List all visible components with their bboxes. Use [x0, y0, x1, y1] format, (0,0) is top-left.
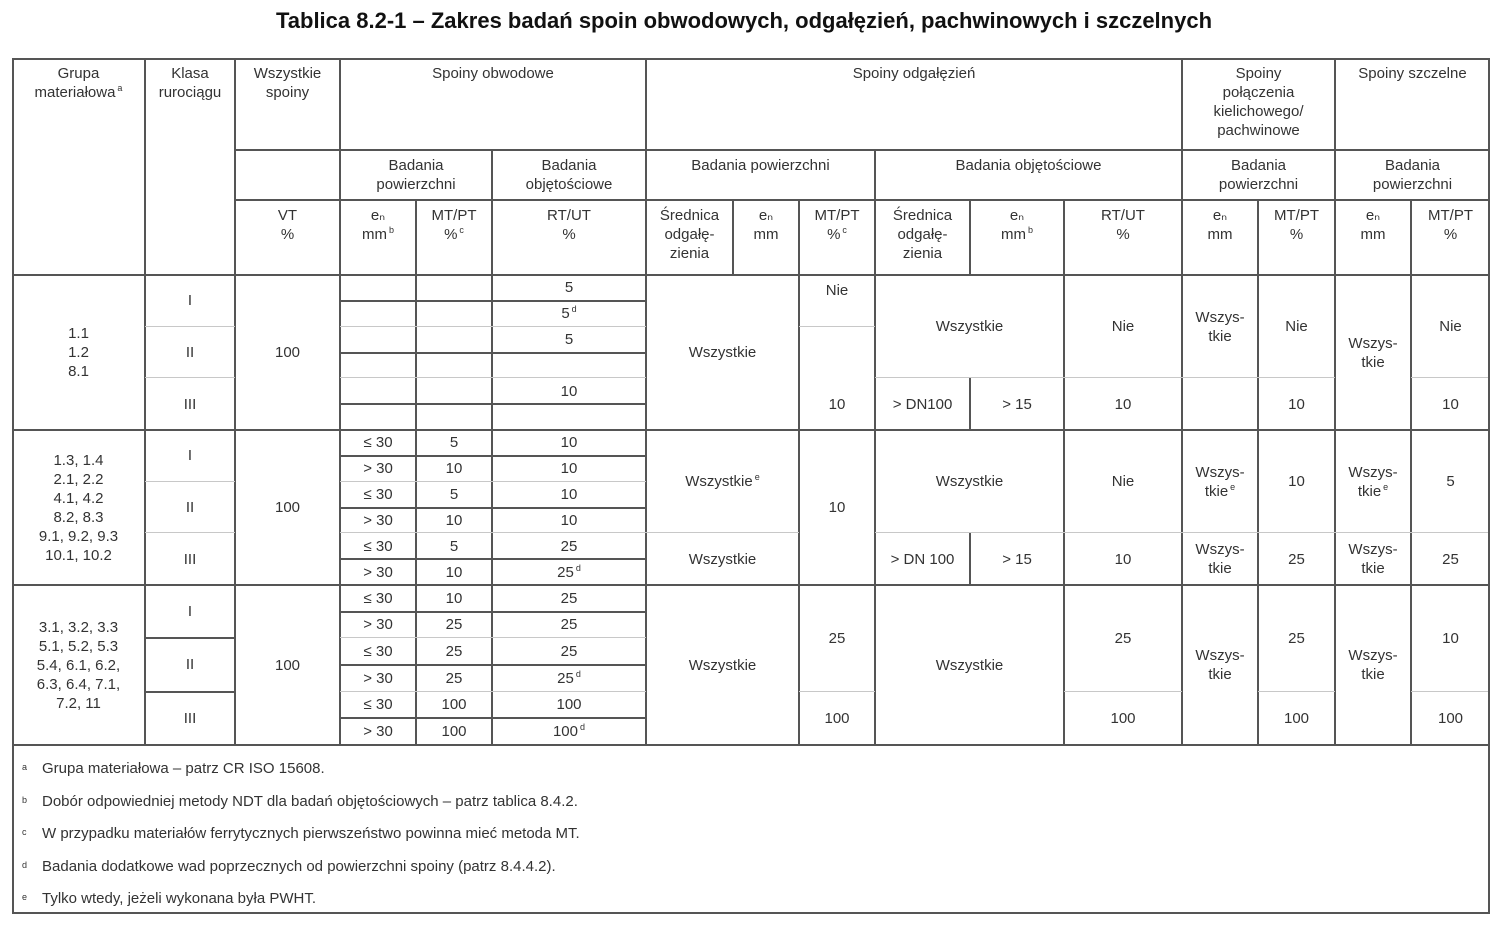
- obw-rtut-cell: 25 $^d$: [557, 562, 581, 581]
- header-wszystkie-spoiny: Wszystkie spoiny: [253, 65, 322, 101]
- pipeline-class-III: III: [183, 550, 197, 568]
- szcz-en: Wszys- tkie: [1348, 647, 1398, 683]
- pipeline-class-II: II: [185, 343, 195, 361]
- kiel-mtpt-top: 10: [1288, 473, 1305, 491]
- header-odg-objetosciowe: Badania objętościowe: [955, 157, 1102, 174]
- odg-pow-srednica: Wszystkie: [688, 656, 757, 674]
- obw-mtpt-cell: 5: [449, 537, 459, 555]
- footnote-d: d Badania dodatkowe wad poprzecznych od powierzchni spoiny (patrz 8.4.4.2).: [22, 857, 556, 875]
- obw-rtut-cell: 25: [560, 537, 578, 555]
- odg-obj-all: Wszystkie: [935, 656, 1004, 674]
- header-grupa: Grupa materiałowa $^a$: [34, 65, 123, 101]
- obw-en-cell: ≤ 30: [363, 434, 393, 452]
- odg-obj-srednica-bottom: > DN 100: [890, 550, 955, 568]
- odg-obj-rtut-top: Nie: [1111, 318, 1135, 336]
- header-spoiny-kielichowe: Spoiny połączenia kielichowego/ pachwinowe: [1213, 65, 1304, 139]
- obw-mtpt-cell: 25: [445, 616, 463, 634]
- kiel-en-bottom: Wszys- tkie: [1195, 541, 1245, 578]
- header-odg-srednica-pow: Średnica odgałę- zienia: [659, 207, 720, 262]
- odg-obj-rtut-bottom: 10: [1114, 550, 1132, 568]
- header-szcz-mtpt: MT/PT %: [1428, 207, 1473, 243]
- obw-rtut-cell: 10: [560, 511, 578, 529]
- odg-obj-rtut-top: Nie: [1111, 473, 1135, 491]
- obw-mtpt-cell: 10: [445, 563, 463, 581]
- header-odg-en-obj: eₙ mm $^b$: [1000, 207, 1033, 243]
- obw-en-cell: > 30: [363, 563, 393, 581]
- szcz-mtpt-bottom: 10: [1442, 395, 1459, 413]
- header-obw-en: eₙ mm $^b$: [361, 207, 394, 243]
- header-kiel-powierzchni: Badania powierzchni: [1218, 157, 1299, 193]
- obw-en-cell: ≤ 30: [363, 589, 393, 607]
- material-group-2: 1.3, 1.4 2.1, 2.2 4.1, 4.2 8.2, 8.3 9.1, 9.2, 9.3 10.1, 10.2: [38, 451, 119, 564]
- obw-mtpt-cell: 10: [445, 589, 463, 607]
- pipeline-class-II: II: [185, 498, 195, 516]
- obw-en-cell: > 30: [363, 669, 393, 687]
- vt-value: 100: [274, 656, 301, 674]
- obw-mtpt-cell: 5: [449, 434, 459, 452]
- header-obw-rtut: RT/UT %: [547, 207, 591, 243]
- header-klasa: Klasa rurociągu: [158, 65, 222, 101]
- header-odg-rtut: RT/UT %: [1101, 207, 1145, 243]
- header-odg-mtpt: MT/PT % $^c$: [814, 207, 860, 243]
- odg-obj-en-bottom: > 15: [1002, 550, 1032, 568]
- obw-en-cell: > 30: [363, 723, 393, 741]
- obw-en-cell: ≤ 30: [363, 537, 393, 555]
- obw-rtut-cell: 10: [560, 486, 578, 504]
- obw-en-cell: ≤ 30: [363, 643, 393, 661]
- kiel-en-top: Wszys- tkie $^e$: [1195, 463, 1245, 500]
- obw-rtut-cell: 10: [560, 382, 578, 400]
- obw-rtut-cell: 25: [560, 589, 578, 607]
- obw-rtut-cell: 10: [560, 434, 578, 452]
- odg-pow-mtpt-top: 25: [828, 629, 846, 647]
- obw-rtut-cell: 25: [560, 616, 578, 634]
- header-obw-objetosciowe: Badania objętościowe: [525, 157, 613, 193]
- footnote-a: a Grupa materiałowa – patrz CR ISO 15608.: [22, 760, 325, 777]
- table-title: Tablica 8.2-1 – Zakres badań spoin obwodowych, odgałęzień, pachwinowych i szczelnych: [275, 8, 1213, 33]
- obw-en-cell: ≤ 30: [363, 486, 393, 504]
- header-spoiny-szczelne: Spoiny szczelne: [1358, 65, 1467, 82]
- obw-rtut-cell: 25 $^d$: [557, 668, 581, 687]
- obw-mtpt-cell: 100: [441, 696, 467, 714]
- obw-rtut-cell: 25: [560, 643, 578, 661]
- pipeline-class-I: I: [187, 447, 193, 465]
- obw-rtut-cell: 100 $^d$: [552, 722, 586, 741]
- header-szcz-en: eₙ mm: [1360, 207, 1386, 243]
- obw-en-cell: > 30: [363, 511, 393, 529]
- szcz-en-bottom: Wszys- tkie: [1348, 541, 1398, 578]
- odg-obj-top: Wszystkie: [935, 318, 1004, 336]
- footnote-e: e Tylko wtedy, jeżeli wykonana była PWHT.: [22, 890, 316, 908]
- header-odg-powierzchni: Badania powierzchni: [691, 157, 830, 174]
- odg-pow-srednica: Wszystkie: [688, 344, 757, 361]
- szcz-mtpt-top: 10: [1442, 629, 1459, 647]
- obw-rtut-cell: 5: [564, 279, 574, 297]
- kiel-mtpt-bottom: 100: [1283, 709, 1310, 727]
- odg-obj-srednica-bottom: > DN100: [892, 395, 953, 413]
- obw-mtpt-cell: 25: [445, 643, 463, 661]
- odg-obj-rtut-top: 25: [1114, 629, 1132, 647]
- obw-en-cell: > 30: [363, 460, 393, 478]
- pipeline-class-I: I: [187, 603, 193, 621]
- material-group-1: 1.1 1.2 8.1: [68, 325, 89, 380]
- szcz-en-top: Wszys- tkie $^e$: [1348, 463, 1398, 500]
- footnotes: [20, 755, 1480, 918]
- odg-pow-mtpt-bottom: 10: [828, 395, 846, 413]
- kiel-mtpt-bottom: 10: [1288, 395, 1305, 413]
- kiel-en-top: Wszys- tkie: [1195, 308, 1245, 345]
- szcz-mtpt-top: 5: [1446, 473, 1455, 491]
- pipeline-class-III: III: [183, 395, 197, 413]
- odg-pow-srednica-bottom: Wszystkie: [688, 550, 757, 568]
- odg-pow-mtpt-bottom: 100: [824, 709, 850, 727]
- header-odg-en-pow: eₙ mm: [753, 207, 779, 243]
- header-obw-mtpt: MT/PT % $^c$: [431, 207, 477, 243]
- szcz-mtpt-bottom: 25: [1442, 550, 1459, 568]
- kiel-mtpt-bottom: 25: [1288, 550, 1305, 568]
- obw-rtut-cell: 100: [556, 696, 582, 714]
- obw-rtut-cell: 10: [560, 460, 578, 478]
- odg-obj-rtut-bottom: 100: [1110, 709, 1136, 727]
- pipeline-class-III: III: [183, 709, 197, 727]
- pipeline-class-II: II: [185, 656, 195, 674]
- odg-obj-top: Wszystkie: [935, 473, 1004, 491]
- header-spoiny-obwodowe: Spoiny obwodowe: [432, 65, 554, 82]
- obw-rtut-cell: 5: [564, 331, 574, 349]
- footnote-b: b Dobór odpowiedniej metody NDT dla badań objętościowych – patrz tablica 8.4.2.: [22, 792, 578, 810]
- obw-mtpt-cell: 10: [445, 511, 463, 529]
- szcz-en: Wszys- tkie: [1348, 334, 1398, 371]
- header-szcz-powierzchni: Badania powierzchni: [1372, 157, 1453, 193]
- odg-obj-rtut-bottom: 10: [1114, 395, 1132, 413]
- obw-en-cell: > 30: [363, 616, 393, 634]
- szcz-mtpt-top: Nie: [1439, 318, 1462, 336]
- pipeline-class-I: I: [187, 292, 193, 310]
- kiel-en: Wszys- tkie: [1195, 647, 1245, 683]
- header-obw-powierzchni: Badania powierzchni: [376, 157, 456, 193]
- szcz-mtpt-bottom: 100: [1437, 709, 1464, 727]
- odg-obj-en-bottom: > 15: [1002, 395, 1032, 413]
- material-group-3: 3.1, 3.2, 3.3 5.1, 5.2, 5.3 5.4, 6.1, 6.2, 6.3, 6.4, 7.1, 7.2, 11: [36, 618, 121, 712]
- vt-value: 100: [274, 344, 301, 361]
- header-vt: VT %: [277, 207, 298, 243]
- odg-pow-srednica-top: Wszystkie $^e$: [685, 472, 760, 491]
- obw-mtpt-cell: 10: [445, 460, 463, 478]
- header-spoiny-odgalezien: Spoiny odgałęzień: [852, 65, 976, 82]
- header-odg-srednica-obj: Średnica odgałę- zienia: [892, 207, 953, 262]
- odg-pow-mtpt: 10: [828, 499, 846, 516]
- header-kiel-mtpt: MT/PT %: [1274, 207, 1319, 243]
- header-kiel-en: eₙ mm: [1207, 207, 1233, 243]
- kiel-mtpt-top: 25: [1288, 629, 1305, 647]
- obw-en-cell: ≤ 30: [363, 696, 393, 714]
- footnote-c: c W przypadku materiałów ferrytycznych pierwszeństwo powinna mieć metoda MT.: [22, 825, 580, 843]
- obw-mtpt-cell: 100: [441, 723, 467, 741]
- kiel-mtpt-top: Nie: [1285, 318, 1308, 336]
- odg-pow-mtpt-top: Nie: [825, 282, 849, 299]
- obw-mtpt-cell: 5: [449, 486, 459, 504]
- obw-mtpt-cell: 25: [445, 669, 463, 687]
- vt-value: 100: [274, 499, 301, 516]
- obw-rtut-cell: 5 $^d$: [561, 304, 577, 323]
